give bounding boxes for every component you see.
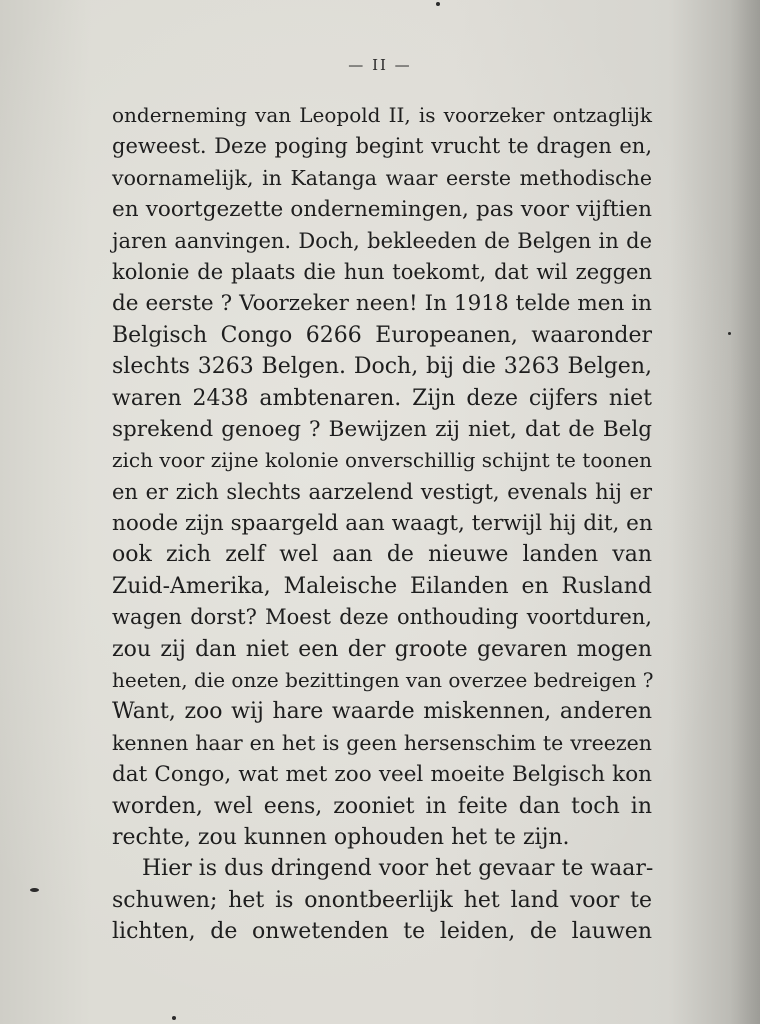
- text-line: zich voor zijne kolonie onverschillig schijnt te toonen: [112, 448, 652, 473]
- text-line: noode zijn spaargeld aan waagt, terwijl hij dit, en: [112, 511, 653, 537]
- print-speck: [436, 2, 440, 6]
- page-number: — II —: [348, 56, 412, 74]
- text-line: jaren aanvingen. Doch, bekleeden de Belgen in de: [112, 228, 652, 253]
- text-line: Zuid-Amerika, Maleische Eilanden en Rusland: [112, 573, 652, 599]
- text-line: de eerste ? Voorzeker neen! In 1918 telde men in: [112, 291, 652, 317]
- page-edge-shadow: [730, 0, 760, 1024]
- text-line: Hier is dus dringend voor het gevaar te waar-: [142, 856, 654, 882]
- text-line: en er zich slechts aarzelend vestigt, evenals hij er: [112, 479, 652, 504]
- text-line: kennen haar en het is geen hersenschim te vreezen: [112, 730, 652, 755]
- text-line: zou zij dan niet een der groote gevaren mogen: [112, 636, 652, 662]
- print-speck: [172, 1016, 176, 1020]
- print-speck: [30, 888, 39, 892]
- text-line: onderneming van Leopold II, is voorzeker ontzaglijk: [112, 103, 652, 127]
- text-line: slechts 3263 Belgen. Doch, bij die 3263 Belgen,: [112, 354, 652, 380]
- print-speck: [728, 332, 731, 335]
- text-line: Belgisch Congo 6266 Europeanen, waaronder: [112, 322, 652, 348]
- text-line: wagen dorst? Moest deze onthouding voortduren,: [112, 605, 652, 630]
- text-line: waren 2438 ambtenaren. Zijn deze cijfers niet: [112, 385, 652, 411]
- text-line: rechte, zou kunnen ophouden het te zijn.: [112, 824, 570, 850]
- text-line: dat Congo, wat met zoo veel moeite Belgisch kon: [112, 762, 652, 788]
- text-line: ook zich zelf wel aan de nieuwe landen van: [112, 542, 652, 568]
- text-line: worden, wel eens, zooniet in feite dan toch in: [112, 793, 652, 819]
- text-line: schuwen; het is onontbeerlijk het land voor te: [112, 887, 652, 913]
- text-line: kolonie de plaats die hun toekomt, dat wil zeggen: [112, 259, 652, 284]
- body-text: [112, 100, 652, 948]
- text-line: voornamelijk, in Katanga waar eerste methodische: [112, 165, 652, 190]
- text-line: lichten, de onwetenden te leiden, de lauwen: [112, 919, 652, 945]
- text-line: geweest. Deze poging begint vrucht te dragen en,: [112, 134, 652, 159]
- text-line: en voortgezette ondernemingen, pas voor vijftien: [112, 197, 652, 223]
- text-line: Want, zoo wij hare waarde miskennen, anderen: [112, 699, 652, 725]
- text-line: heeten, die onze bezittingen van overzee bedreigen ?: [112, 668, 654, 693]
- text-line: sprekend genoeg ? Bewijzen zij niet, dat de Belg: [112, 416, 652, 442]
